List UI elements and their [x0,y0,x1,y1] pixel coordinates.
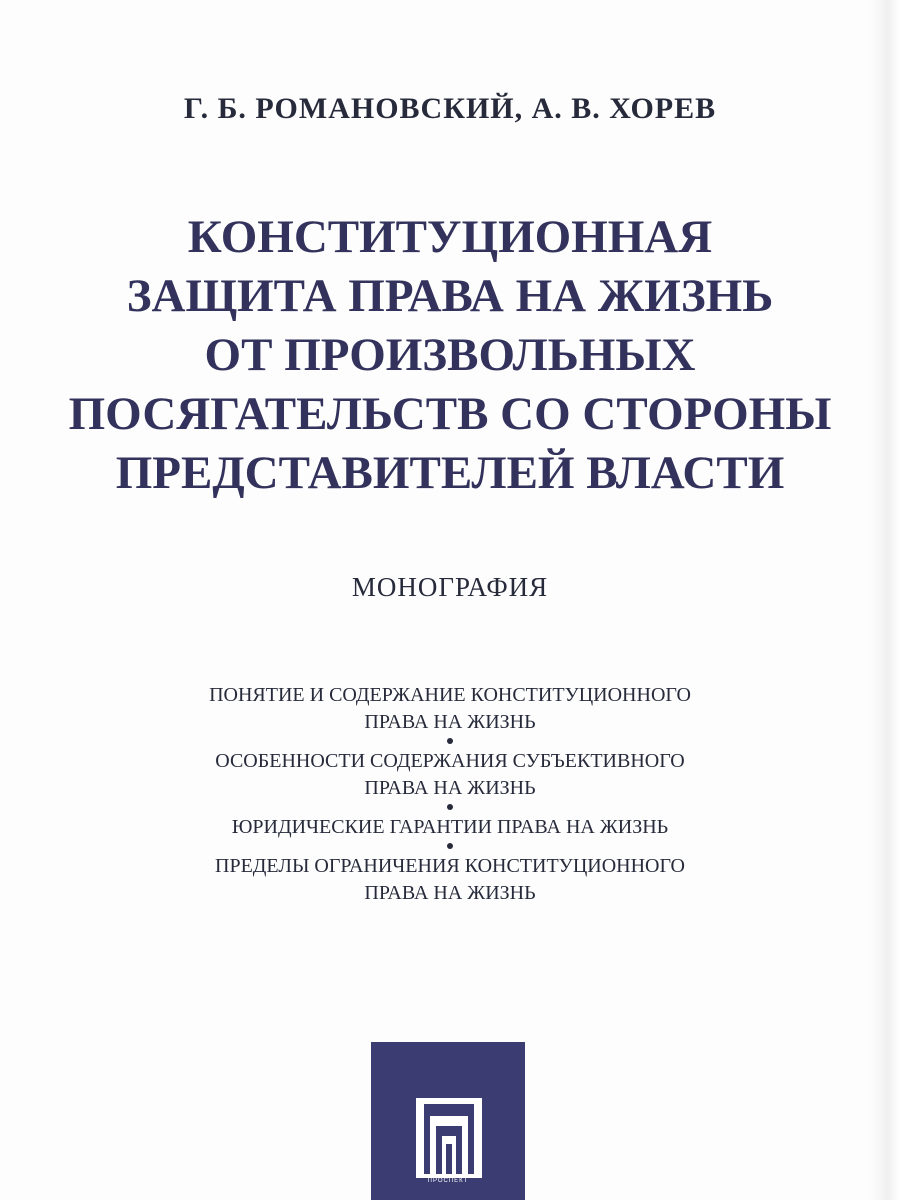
topic-line: ПРЕДЕЛЫ ОГРАНИЧЕНИЯ КОНСТИТУЦИОННОГО [215,855,685,877]
title-line: ПОСЯГАТЕЛЬСТВ СО СТОРОНЫ [68,388,832,440]
topic-line: ПРАВА НА ЖИЗНЬ [364,711,536,733]
topics-list [100,682,800,907]
building-columns-icon [416,1098,482,1188]
topic-item [100,682,800,736]
topic-line: ОСОБЕННОСТИ СОДЕРЖАНИЯ СУБЪЕКТИВНОГО [215,750,685,772]
bullet-separator [447,843,453,849]
publisher-block [371,1042,525,1200]
topic-line: ЮРИДИЧЕСКИЕ ГАРАНТИИ ПРАВА НА ЖИЗНЬ [231,816,669,838]
bullet-separator [447,804,453,810]
bullet-separator [447,738,453,744]
topic-item [100,814,800,841]
topic-line: ПОНЯТИЕ И СОДЕРЖАНИЕ КОНСТИТУЦИОННОГО [209,684,691,706]
topic-item [100,748,800,802]
title-line: ПРЕДСТАВИТЕЛЕЙ ВЛАСТИ [115,447,785,499]
authors: Г. Б. РОМАНОВСКИЙ, А. В. ХОРЕВ [183,92,717,125]
genre-label: МОНОГРАФИЯ [351,572,549,602]
title-line: КОНСТИТУЦИОННАЯ [187,211,713,263]
topic-item [100,853,800,907]
topic-line: ПРАВА НА ЖИЗНЬ [364,777,536,799]
publisher-name: ПРОСПЕКТ [427,1178,469,1184]
title-line: ОТ ПРОИЗВОЛЬНЫХ [204,329,696,381]
book-title [60,208,840,503]
topic-line: ПРАВА НА ЖИЗНЬ [364,882,536,904]
title-line: ЗАЩИТА ПРАВА НА ЖИЗНЬ [126,270,774,322]
